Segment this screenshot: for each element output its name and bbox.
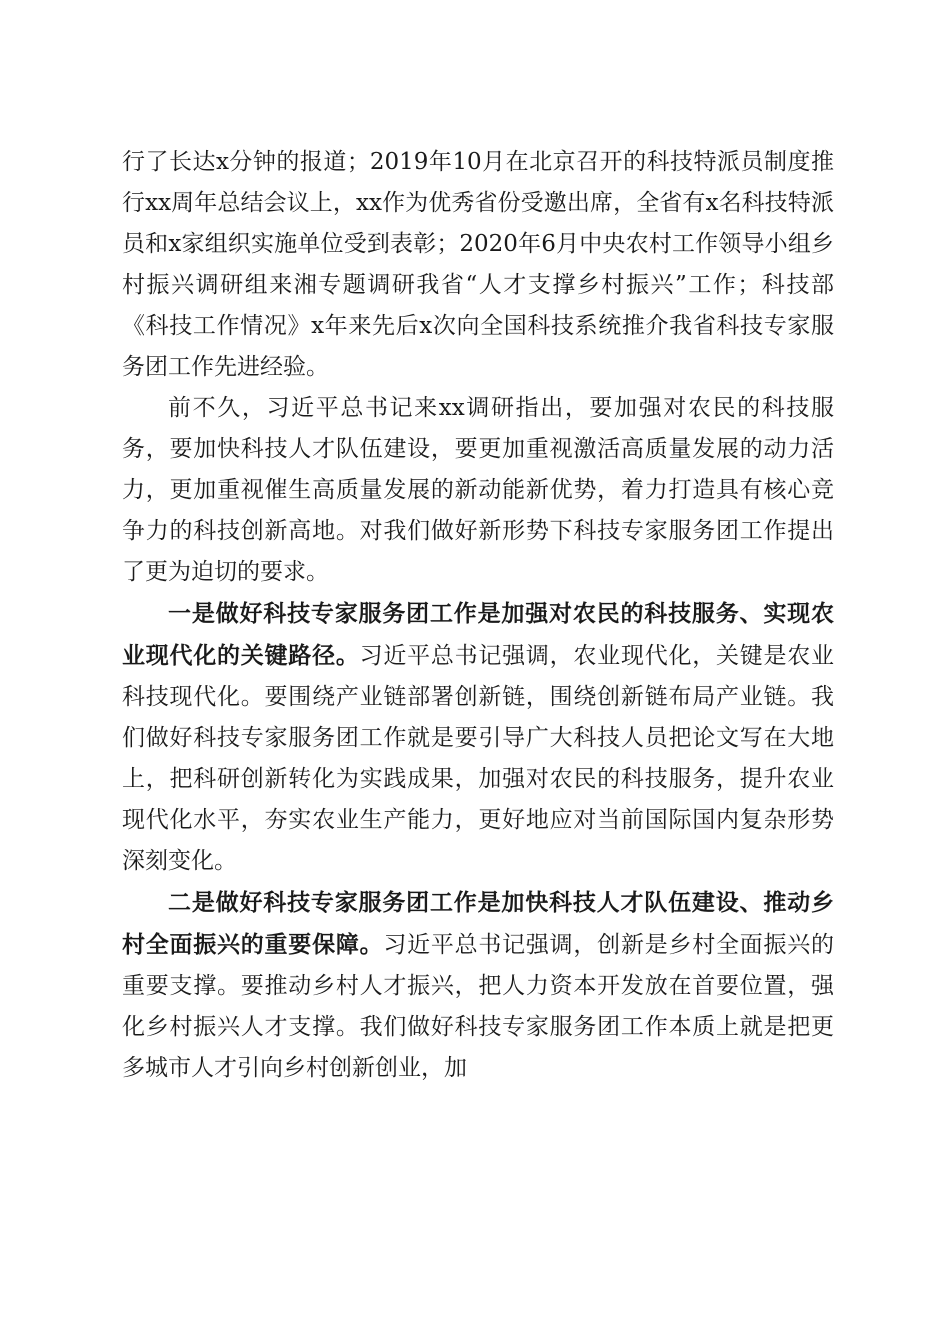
paragraph-continuation bbox=[122, 142, 834, 388]
paragraph bbox=[122, 388, 834, 593]
paragraph bbox=[122, 593, 834, 882]
paragraph-text: 习近平总书记强调，农业现代化，关键是农业科技现代化。要围绕产业链部署创新链，围绕创新链布局产业链。我们做好科技专家服务团工作就是要引导广大科技人员把论文写在大地上，把科研创新转化为实践成果，加强对农民的科技服务，提升农业现代化水平，夯实农业生产能力，更好地应对当前国际国内复杂形势深刻变化。 bbox=[122, 643, 835, 874]
paragraph-text: 行了长达x分钟的报道；2019年10月在北京召开的科技特派员制度推行xx周年总结会议上，xx作为优秀省份受邀出席，全省有x名科技特派员和x家组织实施单位受到表彰；2020年6月中央农村工作领导小组乡村振兴调研组来湘专题调研我省“人才支撑乡村振兴”工作；科技部《科技工作情况》x年来先后x次向全国科技系统推介我省科技专家服务团工作先进经验。 bbox=[122, 149, 834, 380]
paragraph-text: 前不久，习近平总书记来xx调研指出，要加强对农民的科技服务，要加快科技人才队伍建设，要更加重视激活高质量发展的动力活力，更加重视催生高质量发展的新动能新优势，着力打造具有核心竞争力的科技创新高地。对我们做好新形势下科技专家服务团工作提出了更为迫切的要求。 bbox=[122, 395, 834, 585]
paragraph-lead-bold: 一是做好科技专家服务团工作是加强对农民的科技服务、实现农业现代化的关键路径。 bbox=[122, 600, 834, 669]
paragraph bbox=[122, 882, 834, 1089]
document-body bbox=[122, 142, 834, 1089]
paragraph-text: 习近平总书记强调，创新是乡村全面振兴的重要支撑。要推动乡村人才振兴，把人力资本开发放在首要位置，强化乡村振兴人才支撑。我们做好科技专家服务团工作本质上就是把更多城市人才引向乡村创新创业，加 bbox=[122, 932, 835, 1081]
paragraph-lead-bold: 二是做好科技专家服务团工作是加快科技人才队伍建设、推动乡村全面振兴的重要保障。 bbox=[122, 889, 834, 958]
